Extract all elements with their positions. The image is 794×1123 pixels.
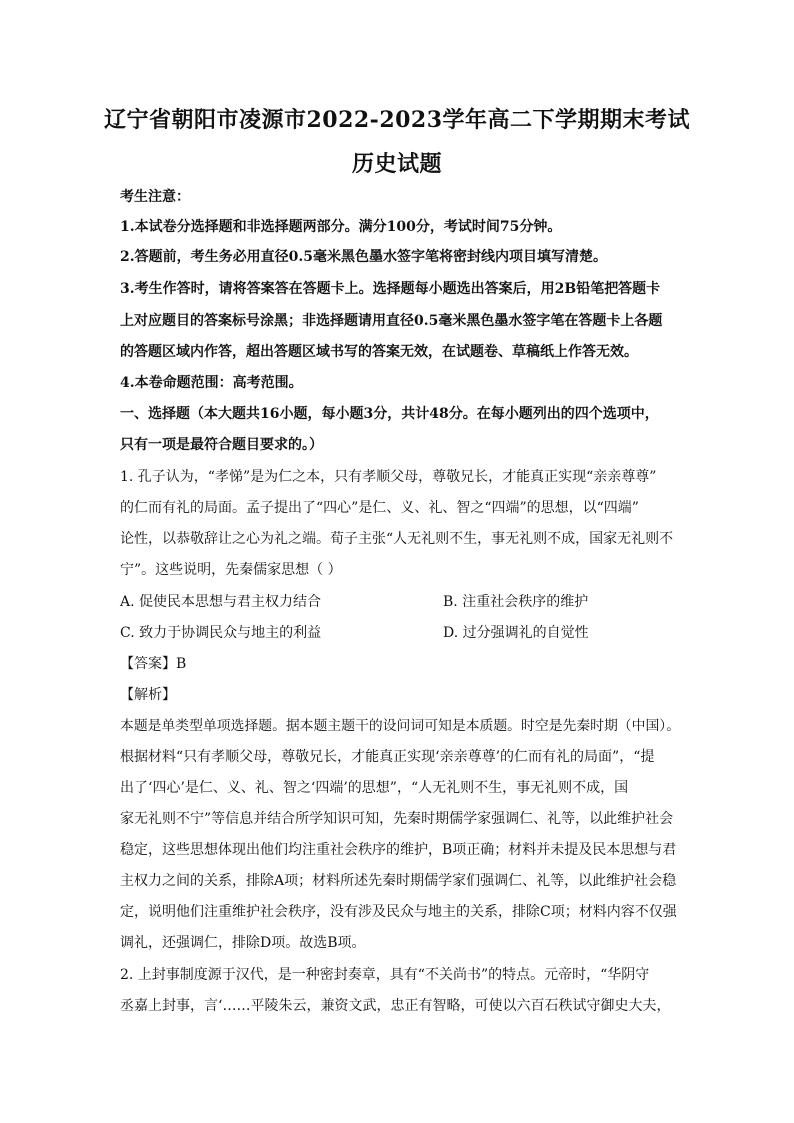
question-text: 2. 上封事制度源于汉代，是一种密封奏章，具有“不关尚书”的特点。元帝时，“华阴守 bbox=[120, 967, 650, 983]
question-text: 1. 孔子认为，“孝悌”是为仁之本，只有孝顺父母，尊敬兄长，才能真正实现“亲亲尊尊” bbox=[120, 469, 657, 485]
analysis-text: 定，说明他们注重维护社会秩序，没有涉及民众与地主的关系，排除C项；材料内容不仅强 bbox=[120, 904, 677, 920]
question-text: 丞嘉上封事，言‘……平陵朱云，兼资文武，忠正有智略，可使以六百石秩试守御史大夫， bbox=[120, 998, 671, 1014]
option-b: B. 注重社会秩序的维护 bbox=[443, 594, 589, 610]
analysis-text: 根据材料“只有孝顺父母，尊敬兄长，才能真正实现‘亲亲尊尊’的仁而有礼的局面”，“提 bbox=[120, 749, 655, 765]
section-heading: 一、选择题（本大题共16小题，每小题3分，共计48分。在每小题列出的四个选项中， bbox=[120, 406, 659, 422]
analysis-text: 出了‘四心’是仁、义、礼、智之‘四端’的思想”，“人无礼则不生，事无礼则不成，国 bbox=[120, 780, 629, 796]
analysis-text: 主权力之间的关系，排除A项；材料所述先秦时期儒学家们强调仁、礼等，以此维护社会稳 bbox=[120, 873, 677, 889]
analysis-text: 调礼，还强调仁，排除D项。故选B项。 bbox=[120, 935, 366, 951]
notice-item: 3.考生作答时，请将答案答在答题卡上。选择题每小题选出答案后，用2B铅笔把答题卡 bbox=[120, 281, 661, 297]
analysis-text: 本题是单类型单项选择题。据本题主题干的设问词可知是本质题。时空是先秦时期（中国）。 bbox=[120, 718, 681, 734]
exam-subject-title: 历史试题 bbox=[351, 151, 442, 177]
notice-heading: 考生注意： bbox=[120, 189, 190, 205]
notice-item: 2.答题前，考生务必用直径0.5毫米黑色墨水签字笔将密封线内项目填写清楚。 bbox=[120, 249, 607, 265]
notice-item-continued: 上对应题目的答案标号涂黑；非选择题请用直径0.5毫米黑色墨水签字笔在答题卡上各题 bbox=[120, 313, 663, 329]
answer-label: 【答案】B bbox=[120, 656, 187, 672]
question-text: 的仁而有礼的局面。孟子提出了“四心”是仁、义、礼、智之“四端”的思想，以“四端” bbox=[120, 500, 639, 516]
question-text: 论性，以恭敬辞让之心为礼之端。荀子主张“人无礼则不生，事无礼则不成，国家无礼则不 bbox=[120, 531, 674, 547]
question-text: 宁”。这些说明，先秦儒家思想（ ） bbox=[120, 562, 342, 578]
option-d: D. 过分强调礼的自觉性 bbox=[443, 625, 589, 641]
notice-item-continued: 的答题区域内作答，超出答题区域书写的答案无效，在试题卷、草稿纸上作答无效。 bbox=[120, 344, 638, 360]
analysis-text: 家无礼则不宁”等信息并结合所学知识可知，先秦时期儒学家强调仁、礼等，以此维护社会 bbox=[120, 811, 674, 827]
notice-item: 4.本卷命题范围：高考范围。 bbox=[120, 375, 303, 391]
notice-item: 1.本试卷分选择题和非选择题两部分。满分100分，考试时间75分钟。 bbox=[120, 219, 562, 235]
section-heading-continued: 只有一项是最符合题目要求的。） bbox=[120, 437, 323, 453]
analysis-label: 【解析】 bbox=[120, 687, 176, 703]
analysis-text: 稳定，这些思想体现出他们均注重社会秩序的维护，B项正确；材料并未提及民本思想与君 bbox=[120, 842, 677, 858]
option-a: A. 促使民本思想与君主权力结合 bbox=[120, 594, 322, 610]
exam-title: 辽宁省朝阳市凌源市2022-2023学年高二下学期期末考试 bbox=[103, 107, 691, 133]
option-c: C. 致力于协调民众与地主的利益 bbox=[120, 625, 322, 641]
